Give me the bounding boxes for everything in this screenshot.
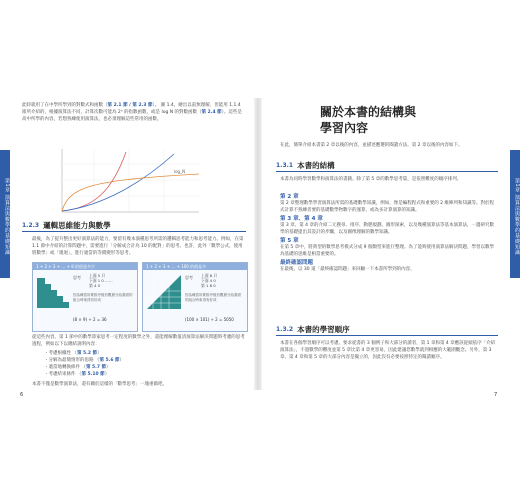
list-item: ・適當地轉換條件 （第 5.7 節）	[44, 365, 111, 370]
card-right-label: 思考	[185, 275, 193, 280]
chapter-item-title: 第 3 章、第 4 章	[280, 216, 323, 222]
left-page-number: 6	[20, 392, 24, 398]
section-number: 1.3.2	[276, 326, 294, 333]
section-paragraph: 最後，為了提升整出更好演算法的能力，要留有幾本演種思考所需的邏輯思考能力和思考能力。例如，在第 1.1 節中介紹的計算問題中，需要進行「分解成合計為 10 的配對」的思考。也許，此外「數學公式，使用將數學」或「遞迴」、進行適當的等價變形等思考。	[32, 237, 244, 256]
chapter-item-text: 第 3 章、第 4 章的介紹二元搜尋、排序、動態規劃、圖形探索，以及幾種演算法等基本演算法，一邊研究數學的基礎提出其設計的步驟，以及圖像理解的數學知識。	[280, 223, 494, 235]
section-1-3-1-heading	[276, 160, 498, 172]
ref-2-4: 第 2.4 節	[201, 110, 222, 115]
section-number: 1.2.3	[22, 222, 40, 229]
chapter-item-title: 第 2 章	[280, 194, 299, 200]
card-right-header: 1 + 2 + 3 + … + 100 的值是多	[143, 263, 247, 270]
card-left-line-1: 上面 5 只	[89, 273, 106, 278]
card-right-line-1: 上面 8 只	[201, 273, 218, 278]
section-1-2-3-heading	[22, 220, 246, 232]
log-curve	[62, 174, 199, 211]
chapter-item-title: 最終確認問題	[280, 260, 314, 266]
chapter-title-line-1: 關於本書的結構與	[320, 105, 417, 119]
section-underline	[22, 231, 246, 232]
top-para-part6: ）。這些是高中所學的內容，若想熟練使用演算法，也必須理解這些常用的函數。	[22, 110, 242, 122]
legend-log-n: log_N	[174, 169, 186, 174]
chapter-item-text: 在第 5 章中，將典型的數學思考模式分成 9 個類型來進行整理。為了能夠使用演算法解決問題，學習以數學為基礎的思維是相當重要的。	[280, 245, 494, 257]
card-left-header: 1 + 2 + 3 + … + 8 的值是多少	[33, 263, 137, 270]
book-gutter	[254, 98, 262, 390]
section-underline	[276, 171, 498, 172]
function-curves-figure	[54, 146, 204, 218]
right-chapter-tab: 第1章 演算法與數學的基礎知識	[510, 150, 520, 278]
list-item-text: ・考慮根據性	[44, 351, 71, 356]
list-item: ・考慮結束條件 （第 5.10 節）	[44, 372, 110, 377]
staircase-figure-left	[37, 274, 69, 308]
chapter-list	[280, 192, 498, 273]
square-curve	[62, 154, 174, 211]
list-item: ・分解為最簡情形的思路 （第 5.6 節）	[44, 358, 125, 363]
card-left-formula: (8 × 9) ÷ 2 = 36	[73, 317, 107, 322]
card-left-caption: 因為練習所要排序後有數據分給書面的組合時來得有好或	[73, 293, 133, 302]
example-card-left	[32, 262, 138, 332]
top-para-part4: 圖 1.4，繪出以前無理解，但能用 1.1.4 節所介紹的，根據演算法不同，計算次數可能為 2ⁿ 的指數函數，或是 log N 的對數函數（	[22, 103, 241, 115]
chapter-item-text: 第 2 章整理數學學習演算法所需的基礎數學知識，例如，像是編程程式和重要的 2 維陣列和知識等。對於程式計算不熟練者要的基礎數學物數字的運算，或為多計算演算的知識。	[280, 201, 494, 213]
chapter-item-title: 第 5 章	[280, 238, 299, 244]
right-page-number: 7	[494, 392, 498, 398]
chapter-title-line-2: 學習內容	[320, 121, 369, 135]
example-card-right	[142, 262, 248, 332]
card-left-line-2: 下面 1 0 ……	[89, 278, 113, 283]
list-item: ・考慮根據性 （第 5.2 節）	[44, 351, 102, 356]
staircase-figure-right	[147, 273, 181, 309]
thinking-list	[44, 350, 234, 378]
top-para-part3: ）。	[152, 103, 160, 108]
card-left-line-3: 第 4 0	[89, 283, 101, 288]
section-1-3-2-heading	[276, 324, 498, 336]
section-title: 邏輯思維能力與數學	[43, 221, 111, 230]
section-title: 本書的學習順序	[297, 325, 350, 334]
after-cards-paragraph: 從這些內容，第 1 節中的數學算家思考一定程度的數學之外，還能理解數值清演算法解決問題時考慮的思考過程，例如以下以總結說明內容：	[32, 335, 245, 347]
card-right-formula: (100 × 101) ÷ 2 = 5050	[185, 317, 234, 322]
section-underline	[276, 335, 498, 336]
card-left-lines	[89, 273, 113, 288]
card-right-lines	[201, 273, 217, 288]
list-item-text: ・分解為最簡情形的思路	[44, 358, 94, 363]
section-number: 1.3.1	[276, 162, 294, 169]
chapter-title	[320, 104, 416, 136]
list-item-text: ・適當地轉換條件	[44, 365, 80, 370]
left-page	[14, 98, 254, 390]
structure-intro: 本書為同時學習數學和演算法的書籍。除了第 5 章的數學思考篇，是依照難度的順序排列。	[280, 177, 462, 182]
card-right-line-3: 第 1 8 0	[201, 283, 216, 288]
intro-paragraph: 在此，簡單介紹本書第 2 章以後的內容，並描述應選的閱讀方法。第 2 章以後的內容如下。	[280, 143, 463, 148]
card-right-line-2: 下面 4 0	[201, 278, 216, 283]
closing-line: 本書不僅是數學演算法，還有關於這樣的「數學思考」一塊重做吧。	[32, 382, 167, 387]
left-chapter-tab: 第1章 演算法與數學的基礎知識	[0, 150, 10, 278]
right-page	[262, 98, 508, 390]
order-paragraph: 本書在各個學習順序可以考慮。要求從書的 3 個例子和大部分的讀者，第 1 章和第 4 章應該從頭依序「介紹演算法」，不過數學的難度並第 5 章比第 4 章更容易，因此建議您數學就到相應的大範圍觀念。另外，第 3 章、第 4 章和第 5 章的大部分內容是獨立的，因此沒有必要按照特定的閱讀順序。	[280, 341, 496, 360]
card-left-label: 思考	[73, 275, 81, 280]
top-paragraph	[22, 102, 242, 123]
list-item-ref: 第 5.7 節	[85, 365, 107, 370]
list-item-ref: 第 5.2 節	[76, 351, 98, 356]
list-item-ref: 第 5.10 節	[81, 372, 105, 377]
card-right-caption: 因為練習所要排序後有數據分給書面的組合時來得有好或	[185, 293, 241, 302]
top-para-part1: 此時就用了在中學所學到的對數式和函數（	[22, 103, 108, 108]
chart-grid	[62, 149, 199, 212]
list-item-ref: 第 5.6 節	[99, 358, 120, 363]
section-title: 本書的結構	[297, 161, 335, 170]
list-item-text: ・考慮結束條件	[44, 372, 76, 377]
ref-2-1: 第 2.1 節 / 第 2.3 節	[107, 103, 153, 108]
chapter-item-text: 在最後，以 30 道「最終確認問題」來回顧一下本書所學到的內容。	[280, 267, 415, 272]
